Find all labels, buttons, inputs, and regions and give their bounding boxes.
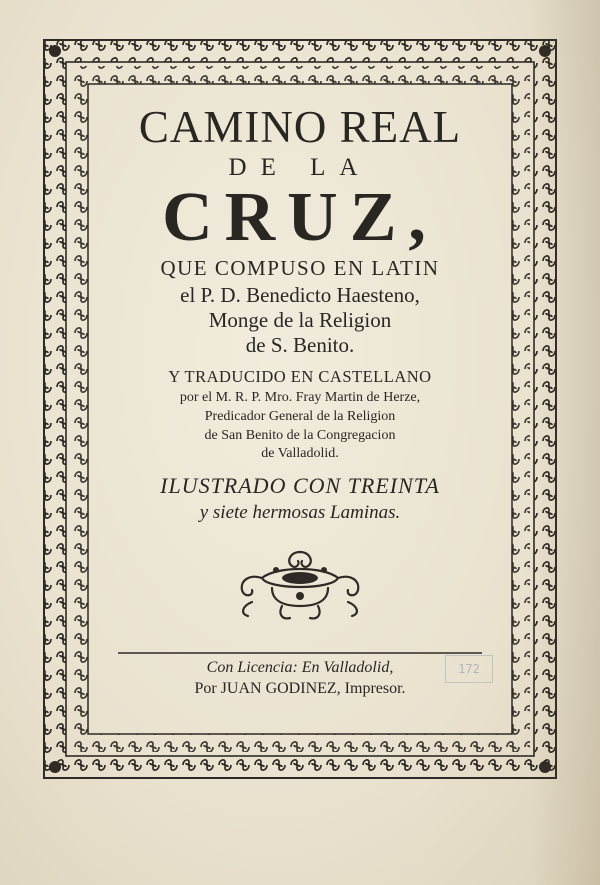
title-line-1: CAMINO REAL [138,102,462,152]
title-line-3: CRUZ, [162,179,438,256]
illustration-line-2: y siete hermosas Laminas. [199,502,401,523]
author-line: el P. D. Benedicto Haesteno, [180,283,420,307]
printers-ornament [232,544,368,626]
author-order-line: Monge de la Religion [208,308,392,332]
translator-title-line: Predicador General de la Religion [204,409,396,424]
translator-congregation-line: de San Benito de la Congregacion [204,428,396,443]
imprint-printer: Por JUAN GODINEZ, Impresor. [194,680,406,697]
translator-line: por el M. R. P. Mro. Fray Martin de Herze, [179,390,421,405]
translator-place-line: de Valladolid. [261,446,339,461]
author-order-line-2: de S. Benito. [245,333,355,357]
illustration-line: ILUSTRADO CON TREINTA [160,473,440,498]
title-line-2: DE LA [228,154,372,181]
subtitle-line: QUE COMPUSO EN LATIN [160,256,440,280]
translation-line: Y TRADUCIDO EN CASTELLANO [168,367,432,386]
imprint-license: Con Licencia: En Valladolid, [206,659,394,676]
library-stamp: 172 [445,655,493,683]
